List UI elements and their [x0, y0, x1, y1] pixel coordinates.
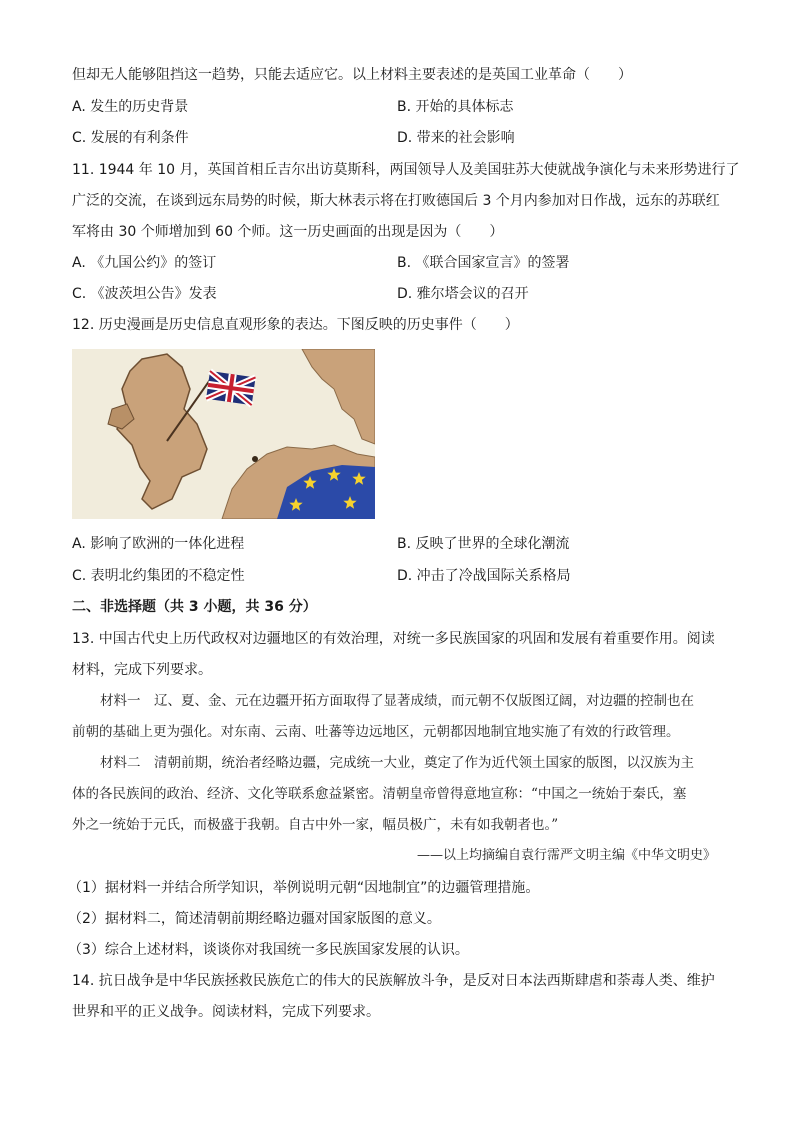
q13-question-2: （2）据材料二，简述清朝前期经略边疆对国家版图的意义。	[68, 911, 441, 927]
q12-option-b[interactable]: B. 反映了世界的全球化潮流	[397, 536, 570, 552]
q14-stem-line-2: 世界和平的正义战争。阅读材料，完成下列要求。	[72, 1004, 380, 1020]
brexit-cartoon-image	[72, 349, 375, 519]
q13-stem-line-2: 材料，完成下列要求。	[72, 662, 212, 678]
q13-material-2-line-1: 材料二 清朝前期，统治者经略边疆，完成统一大业，奠定了作为近代领土国家的版图，以汉族为主	[100, 755, 694, 771]
q11-option-a[interactable]: A. 《九国公约》的签订	[72, 255, 217, 271]
q11-option-b[interactable]: B. 《联合国家宣言》的签署	[397, 255, 570, 271]
q10-option-b[interactable]: B. 开始的具体标志	[397, 99, 514, 115]
cartoon-small-figure	[252, 456, 258, 462]
q13-source-citation: ——以上均摘编自袁行霈严文明主编《中华文明史》	[416, 848, 716, 863]
q11-option-c[interactable]: C. 《波茨坦公告》发表	[72, 286, 217, 302]
q12-option-a[interactable]: A. 影响了欧洲的一体化进程	[72, 536, 245, 552]
q11-stem-line-1: 11. 1944 年 10 月，英国首相丘吉尔出访莫斯科，两国领导人及美国驻苏大使就战争演化与未来形势进行了	[72, 162, 740, 178]
q10-option-d[interactable]: D. 带来的社会影响	[397, 130, 515, 146]
q13-question-3: （3）综合上述材料，谈谈你对我国统一多民族国家发展的认识。	[68, 942, 469, 958]
q13-material-2-line-3: 外之一统始于元氏，而极盛于我朝。自古中外一家，幅员极广，未有如我朝者也。”	[72, 817, 559, 833]
q11-option-d[interactable]: D. 雅尔塔会议的召开	[397, 286, 529, 302]
q14-stem-line-1: 14. 抗日战争是中华民族拯救民族危亡的伟大的民族解放斗争，是反对日本法西斯肆虐和荼毒人类、维护	[72, 973, 715, 989]
q13-material-2-line-2: 体的各民族间的政治、经济、文化等联系愈益紧密。清朝皇帝曾得意地宣称：“中国之一统始于秦氏，塞	[72, 786, 687, 802]
q13-material-1-line-1: 材料一 辽、夏、金、元在边疆开拓方面取得了显著成绩，而元朝不仅版图辽阔，对边疆的控制也在	[100, 693, 694, 709]
q13-stem-line-1: 13. 中国古代史上历代政权对边疆地区的有效治理，对统一多民族国家的巩固和发展有着重要作用。阅读	[72, 631, 715, 647]
q10-option-a[interactable]: A. 发生的历史背景	[72, 99, 189, 115]
q13-material-1-line-2: 前朝的基础上更为强化。对东南、云南、吐蕃等边远地区，元朝都因地制宜地实施了有效的行政管理。	[72, 724, 680, 740]
q10-option-c[interactable]: C. 发展的有利条件	[72, 130, 189, 146]
q11-stem-line-2: 广泛的交流，在谈到远东局势的时候，斯大林表示将在打败德国后 3 个月内参加对日作战，远东的苏联红	[72, 193, 720, 209]
section-2-heading: 二、非选择题（共 3 小题，共 36 分）	[72, 599, 317, 615]
q12-option-d[interactable]: D. 冲击了冷战国际关系格局	[397, 568, 571, 584]
q13-question-1: （1）据材料一并结合所学知识，举例说明元朝“因地制宜”的边疆管理措施。	[68, 880, 540, 896]
q10-stem-tail: 但却无人能够阻挡这一趋势，只能去适应它。以上材料主要表述的是英国工业革命（ ）	[72, 67, 632, 83]
q12-option-c[interactable]: C. 表明北约集团的不稳定性	[72, 568, 245, 584]
q12-stem: 12. 历史漫画是历史信息直观形象的表达。下图反映的历史事件（ ）	[72, 317, 519, 333]
q11-stem-line-3: 军将由 30 个师增加到 60 个师。这一历史画面的出现是因为（ ）	[72, 224, 504, 240]
